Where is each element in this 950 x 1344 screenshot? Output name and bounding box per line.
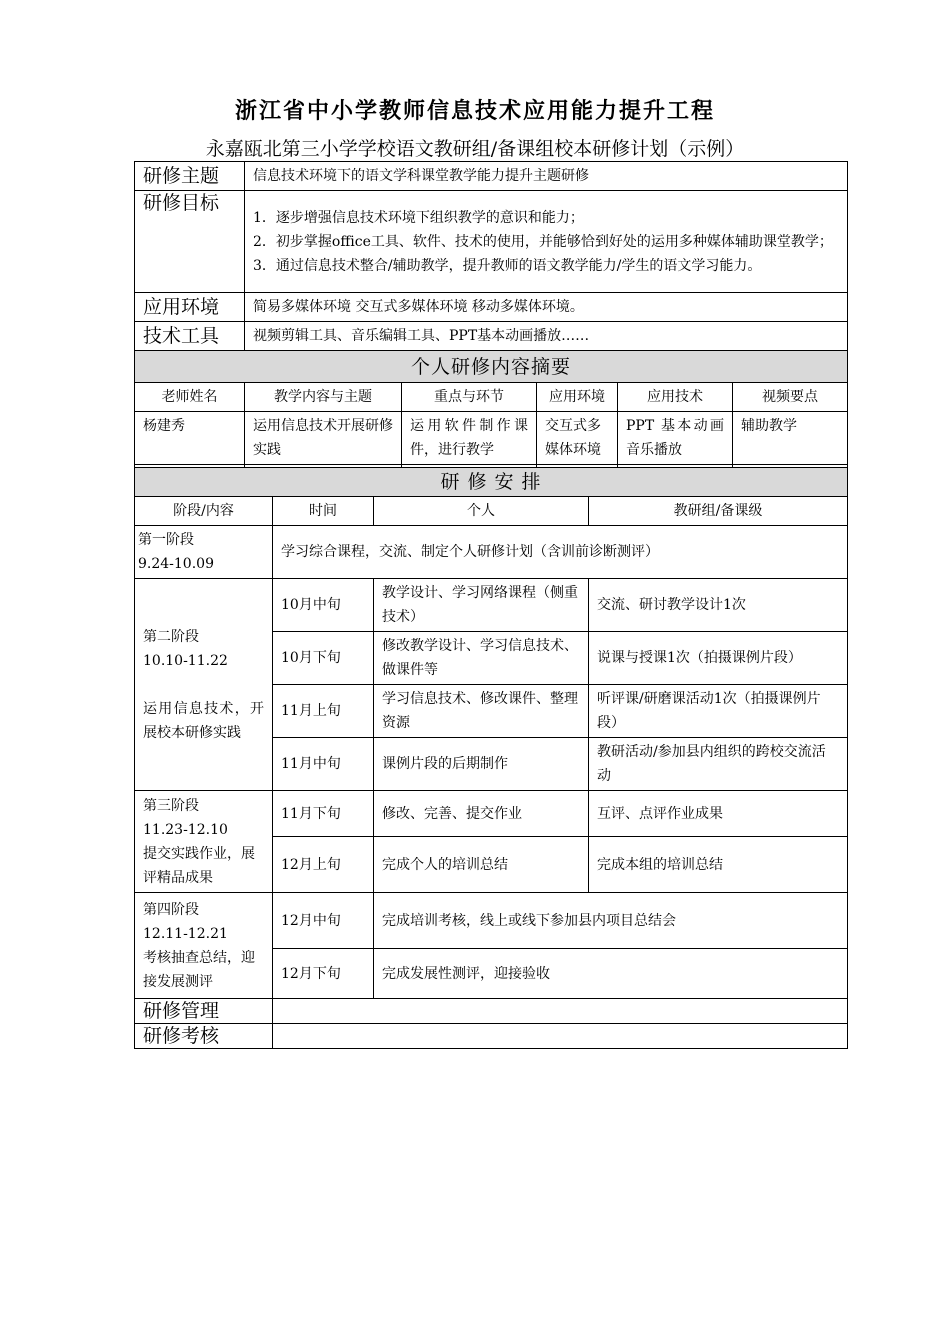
personal-cell: 课例片段的后期制作 [374, 738, 589, 791]
column-header: 阶段/内容 [135, 497, 273, 526]
stage-4-cell [135, 893, 273, 999]
column-header: 教学内容与主题 [245, 383, 402, 412]
personal-cell: 学习信息技术、修改课件、整理资源 [374, 685, 589, 738]
document-title: 浙江省中小学教师信息技术应用能力提升工程 [234, 98, 715, 124]
group-cell: 互评、点评作业成果 [589, 791, 848, 837]
time-cell: 12月上旬 [273, 837, 374, 893]
stage-name: 第二阶段 [143, 628, 199, 645]
stage-desc: 提交实践作业，展评精品成果 [143, 845, 255, 886]
time-cell: 11月下旬 [273, 791, 374, 837]
time-cell: 10月中旬 [273, 579, 374, 632]
table-row [135, 579, 848, 632]
video-points: 辅助教学 [733, 412, 848, 465]
stage-1-content: 学习综合课程，交流、制定个人研修计划（含训前诊断测评） [273, 526, 848, 579]
table-row [135, 412, 848, 465]
time-cell: 12月下旬 [273, 949, 374, 999]
teacher-name: 杨建秀 [135, 412, 245, 465]
column-header: 重点与环节 [402, 383, 537, 412]
column-header: 视频要点 [733, 383, 848, 412]
column-header: 个人 [374, 497, 589, 526]
management-value [273, 999, 848, 1024]
group-cell: 说课与授课1次（拍摄课例片段） [589, 632, 848, 685]
basic-info-table [134, 161, 848, 485]
stage-name: 第四阶段 [143, 901, 199, 918]
stage-1-cell [135, 526, 273, 579]
teaching-content: 运用信息技术开展研修实践 [245, 412, 402, 465]
personal-header-row [135, 383, 848, 412]
column-header: 应用环境 [537, 383, 618, 412]
stage-name: 第一阶段 [138, 532, 194, 548]
key-points: 运用软件制作课件，进行教学 [402, 412, 537, 465]
document-subtitle: 永嘉瓯北第三小学学校语文教研组/备课组校本研修计划（示例） [205, 138, 745, 160]
application-env: 交互式多媒体环境 [537, 412, 618, 465]
stage-dates: 9.24-10.09 [138, 556, 214, 572]
time-cell: 12月中旬 [273, 893, 374, 949]
env-label: 应用环境 [135, 293, 245, 322]
theme-label: 研修主题 [135, 162, 245, 191]
stage-dates: 10.10-11.22 [143, 652, 228, 669]
personal-cell: 完成个人的培训总结 [374, 837, 589, 893]
env-value: 简易多媒体环境 交互式多媒体环境 移动多媒体环境。 [245, 293, 848, 322]
time-cell: 11月中旬 [273, 738, 374, 791]
column-header: 教研组/备课级 [589, 497, 848, 526]
goal-item-1: 1．逐步增强信息技术环境下组织教学的意识和能力； [253, 209, 584, 226]
stage-desc: 考核抽查总结，迎接发展测评 [143, 949, 255, 990]
column-header: 时间 [273, 497, 374, 526]
personal-summary-heading: 个人研修内容摘要 [135, 351, 848, 383]
column-header: 老师姓名 [135, 383, 245, 412]
table-row [135, 893, 848, 949]
group-cell: 教研活动/参加县内组织的跨校交流活动 [589, 738, 848, 791]
schedule-table [134, 467, 848, 1049]
group-cell: 听评课/研磨课活动1次（拍摄课例片段） [589, 685, 848, 738]
tools-label: 技术工具 [135, 322, 245, 351]
stage-dates: 11.23-12.10 [143, 821, 228, 838]
time-cell: 11月上旬 [273, 685, 374, 738]
stage-desc: 运用信息技术，开展校本研修实践 [143, 700, 264, 741]
assessment-label: 研修考核 [135, 1024, 273, 1049]
personal-cell: 修改教学设计、学习信息技术、做课件等 [374, 632, 589, 685]
application-tech: PPT 基本动画音乐播放 [618, 412, 733, 465]
stage-dates: 12.11-12.21 [143, 925, 228, 942]
assessment-value [273, 1024, 848, 1049]
group-cell: 完成本组的培训总结 [589, 837, 848, 893]
content-cell: 完成培训考核，线上或线下参加县内项目总结会 [374, 893, 848, 949]
table-row [135, 791, 848, 837]
schedule-header-row [135, 497, 848, 526]
schedule-heading: 研 修 安 排 [135, 468, 848, 497]
goal-label: 研修目标 [135, 191, 245, 293]
theme-value: 信息技术环境下的语文学科课堂教学能力提升主题研修 [245, 162, 848, 191]
personal-cell: 修改、完善、提交作业 [374, 791, 589, 837]
goal-item-3: 3．通过信息技术整合/辅助教学，提升教师的语文教学能力/学生的语文学习能力。 [253, 257, 762, 274]
content-cell: 完成发展性测评，迎接验收 [374, 949, 848, 999]
stage-name: 第三阶段 [143, 797, 199, 814]
goal-value [245, 191, 848, 293]
stage-3-cell [135, 791, 273, 893]
goal-item-2: 2．初步掌握office工具、软件、技术的使用，并能够恰到好处的运用多种媒体辅助课堂教学； [253, 233, 833, 250]
tools-value: 视频剪辑工具、音乐编辑工具、PPT基本动画播放…… [245, 322, 848, 351]
time-cell: 10月下旬 [273, 632, 374, 685]
management-label: 研修管理 [135, 999, 273, 1024]
group-cell: 交流、研讨教学设计1次 [589, 579, 848, 632]
stage-2-cell [135, 579, 273, 791]
personal-cell: 教学设计、学习网络课程（侧重技术） [374, 579, 589, 632]
table-row [135, 526, 848, 579]
column-header: 应用技术 [618, 383, 733, 412]
